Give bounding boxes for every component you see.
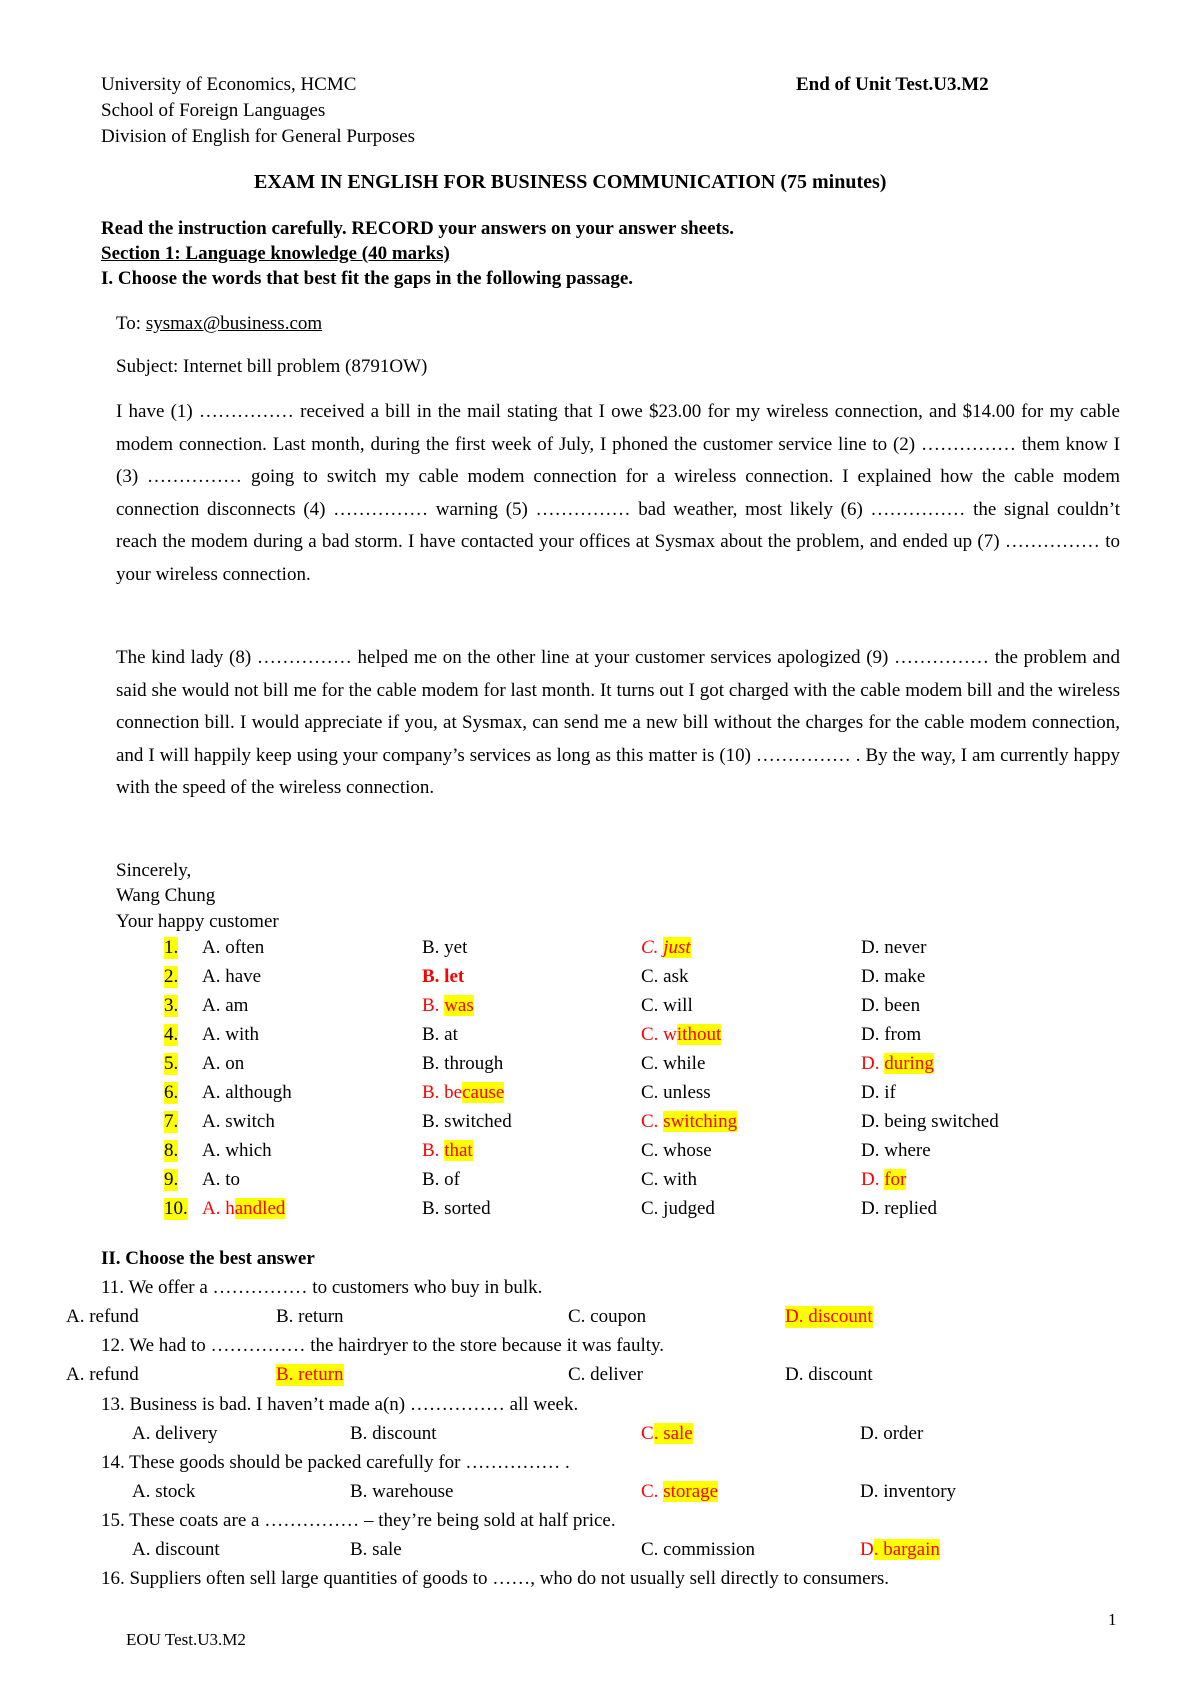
q11-option-a[interactable]: A. refund bbox=[66, 1306, 139, 1327]
university-name: University of Economics, HCMC bbox=[101, 74, 357, 95]
section-1-heading: Section 1: Language knowledge (40 marks) bbox=[101, 243, 450, 264]
option-a[interactable]: A. with bbox=[202, 1024, 259, 1045]
option-c-correct[interactable]: C. switching bbox=[641, 1111, 738, 1132]
option-b-correct[interactable]: B. was bbox=[422, 995, 474, 1016]
option-d-correct[interactable]: D. during bbox=[861, 1053, 934, 1074]
question-number: 4. bbox=[164, 1024, 179, 1045]
option-d[interactable]: D. make bbox=[861, 966, 926, 987]
option-row-8 bbox=[164, 1140, 1064, 1169]
option-c[interactable]: C. judged bbox=[641, 1198, 715, 1219]
option-d[interactable]: D. where bbox=[861, 1140, 931, 1161]
q14-option-c-correct[interactable]: C. storage bbox=[641, 1481, 719, 1502]
option-a[interactable]: A. switch bbox=[202, 1111, 275, 1132]
q12-option-d[interactable]: D. discount bbox=[785, 1364, 873, 1385]
page-number: 1 bbox=[1108, 1610, 1117, 1629]
q13-option-b[interactable]: B. discount bbox=[350, 1423, 437, 1444]
option-row-5 bbox=[164, 1053, 1064, 1082]
option-d[interactable]: D. being switched bbox=[861, 1111, 999, 1132]
exam-title: EXAM IN ENGLISH FOR BUSINESS COMMUNICATION (75 minutes) bbox=[254, 171, 887, 193]
option-c-correct[interactable]: C. just bbox=[641, 937, 691, 958]
q11-option-d-correct[interactable]: D. discount bbox=[785, 1306, 873, 1327]
option-a[interactable]: A. have bbox=[202, 966, 262, 987]
q12-option-c[interactable]: C. deliver bbox=[568, 1364, 643, 1385]
to-email-link[interactable]: sysmax@business.com bbox=[145, 313, 323, 334]
question-14: 14. These goods should be packed carefully for …………… . bbox=[101, 1452, 570, 1473]
option-b-correct[interactable]: B. that bbox=[422, 1140, 473, 1161]
paragraph-2-text: The kind lady (8) …………… helped me on the other line at your customer services apologized (9) …………… the problem and said she would not bill me for the cable modem for last month. It turns out I got charged with the cable modem bill and the wireless connection bill. I would appreciate if you, at Sysmax, can send me a new bill without the charges for the cable modem connection, and I will happily keep using your company’s services as long as this matter is (10) …………… . By the way, I am currently happy with the speed of the wireless connection. bbox=[116, 647, 1120, 798]
q15-option-b[interactable]: B. sale bbox=[350, 1539, 402, 1560]
option-c[interactable]: C. unless bbox=[641, 1082, 711, 1103]
option-b-correct[interactable]: B. let bbox=[422, 966, 465, 987]
option-b[interactable]: B. of bbox=[422, 1169, 460, 1190]
option-a[interactable]: A. often bbox=[202, 937, 265, 958]
option-d[interactable]: D. if bbox=[861, 1082, 896, 1103]
option-d[interactable]: D. from bbox=[861, 1024, 922, 1045]
option-c[interactable]: C. will bbox=[641, 995, 693, 1016]
letter-signature: Your happy customer bbox=[116, 911, 279, 932]
option-b[interactable]: B. yet bbox=[422, 937, 468, 958]
option-b[interactable]: B. at bbox=[422, 1024, 458, 1045]
q15-option-c[interactable]: C. commission bbox=[641, 1539, 756, 1560]
part-1-heading: I. Choose the words that best fit the gaps in the following passage. bbox=[101, 268, 634, 289]
question-number: 3. bbox=[164, 995, 179, 1016]
option-c[interactable]: C. while bbox=[641, 1053, 706, 1074]
option-c[interactable]: C. ask bbox=[641, 966, 689, 987]
option-b[interactable]: B. sorted bbox=[422, 1198, 491, 1219]
letter-subject: Subject: Internet bill problem (8791OW) bbox=[116, 356, 428, 377]
q14-option-a[interactable]: A. stock bbox=[132, 1481, 196, 1502]
instruction-text: Read the instruction carefully. RECORD your answers on your answer sheets. bbox=[101, 218, 734, 239]
option-d-correct[interactable]: D. for bbox=[861, 1169, 907, 1190]
question-number: 10. bbox=[164, 1198, 188, 1219]
option-a[interactable]: A. which bbox=[202, 1140, 272, 1161]
option-a[interactable]: A. on bbox=[202, 1053, 245, 1074]
question-number: 5. bbox=[164, 1053, 179, 1074]
letter-closing: Sincerely, bbox=[116, 860, 192, 881]
question-15: 15. These coats are a …………… – they’re being sold at half price. bbox=[101, 1510, 616, 1531]
option-d[interactable]: D. replied bbox=[861, 1198, 937, 1219]
division-name: Division of English for General Purposes bbox=[101, 126, 415, 147]
question-12: 12. We had to …………… the hairdryer to the store because it was faulty. bbox=[101, 1335, 665, 1356]
option-row-2 bbox=[164, 966, 1064, 995]
footer-label: EOU Test.U3.M2 bbox=[126, 1630, 246, 1649]
paragraph-1-text: I have (1) …………… received a bill in the mail stating that I owe $23.00 for my wireless connection, and $14.00 for my cable modem connection. Last month, during the first week of July, I phoned the customer service line to (2) …………… them know I (3) …………… going to switch my cable modem connection for a wireless connection. I explained how the cable modem connection disconnects (4) …………… warning (5) …………… bad weather, most likely (6) …………… the signal couldn’t reach the modem during a bad storm. I have contacted your offices at Sysmax about the problem, and ended up (7) …………… to your wireless connection. bbox=[116, 401, 1120, 585]
q12-option-b-correct[interactable]: B. return bbox=[276, 1364, 344, 1385]
question-number: 1. bbox=[164, 937, 179, 958]
q11-option-c[interactable]: C. coupon bbox=[568, 1306, 647, 1327]
option-c-correct[interactable]: C. without bbox=[641, 1024, 722, 1045]
q15-option-d-correct[interactable]: D. bargain bbox=[860, 1539, 940, 1560]
letter-to bbox=[116, 313, 322, 335]
option-a[interactable]: A. although bbox=[202, 1082, 292, 1103]
option-b-correct[interactable]: B. because bbox=[422, 1082, 505, 1103]
option-a-correct[interactable]: A. handled bbox=[202, 1198, 286, 1219]
q13-option-d[interactable]: D. order bbox=[860, 1423, 924, 1444]
q14-option-d[interactable]: D. inventory bbox=[860, 1481, 957, 1502]
part-2-heading: II. Choose the best answer bbox=[101, 1248, 315, 1269]
question-number: 7. bbox=[164, 1111, 179, 1132]
letter-name: Wang Chung bbox=[116, 885, 216, 906]
option-row-4 bbox=[164, 1024, 1064, 1053]
test-id: End of Unit Test.U3.M2 bbox=[796, 74, 989, 95]
option-row-1 bbox=[164, 937, 1064, 966]
q11-option-b[interactable]: B. return bbox=[276, 1306, 344, 1327]
question-13: 13. Business is bad. I haven’t made a(n) …………… all week. bbox=[101, 1394, 579, 1415]
option-row-3 bbox=[164, 995, 1064, 1024]
option-row-10 bbox=[164, 1198, 1064, 1227]
school-name: School of Foreign Languages bbox=[101, 100, 326, 121]
question-11: 11. We offer a …………… to customers who buy in bulk. bbox=[101, 1277, 543, 1298]
option-a[interactable]: A. to bbox=[202, 1169, 240, 1190]
letter-paragraph-2 bbox=[116, 642, 1120, 805]
q15-option-a[interactable]: A. discount bbox=[132, 1539, 220, 1560]
question-16: 16. Suppliers often sell large quantities of goods to ……, who do not usually sell directly to consumers. bbox=[101, 1568, 890, 1589]
question-number: 9. bbox=[164, 1169, 179, 1190]
option-d[interactable]: D. been bbox=[861, 995, 921, 1016]
option-b[interactable]: B. switched bbox=[422, 1111, 512, 1132]
option-b[interactable]: B. through bbox=[422, 1053, 504, 1074]
q12-option-a[interactable]: A. refund bbox=[66, 1364, 139, 1385]
option-c[interactable]: C. whose bbox=[641, 1140, 712, 1161]
letter-paragraph-1 bbox=[116, 396, 1120, 591]
option-d[interactable]: D. never bbox=[861, 937, 927, 958]
option-row-7 bbox=[164, 1111, 1064, 1140]
q13-option-a[interactable]: A. delivery bbox=[132, 1423, 218, 1444]
option-row-9 bbox=[164, 1169, 1064, 1198]
q14-option-b[interactable]: B. warehouse bbox=[350, 1481, 454, 1502]
option-a[interactable]: A. am bbox=[202, 995, 249, 1016]
to-label: To: bbox=[116, 313, 146, 334]
option-c[interactable]: C. with bbox=[641, 1169, 697, 1190]
question-number: 2. bbox=[164, 966, 179, 987]
q13-option-c-correct[interactable]: C. sale bbox=[641, 1423, 693, 1444]
question-number: 8. bbox=[164, 1140, 179, 1161]
option-row-6 bbox=[164, 1082, 1064, 1111]
question-number: 6. bbox=[164, 1082, 179, 1103]
